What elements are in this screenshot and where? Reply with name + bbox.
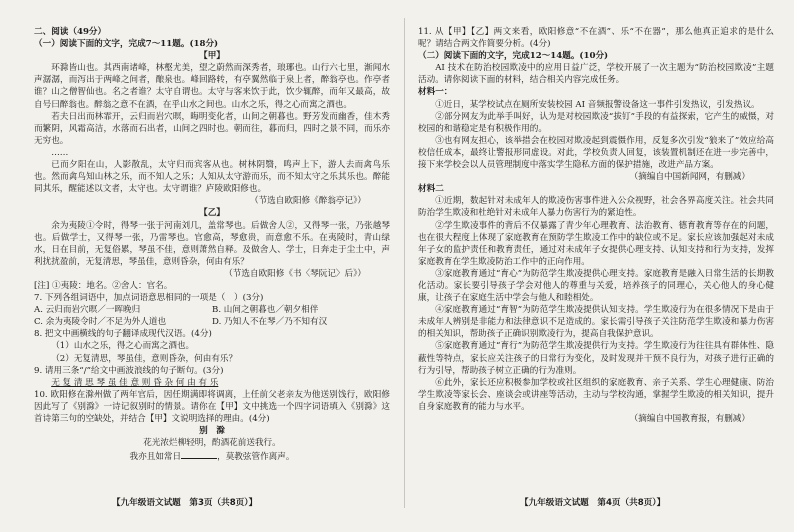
poem-line-2-start: 我亦且如常日 — [129, 452, 182, 463]
page-divider — [404, 18, 405, 508]
m2-paragraph-2: ②学生欺凌事件的背后不仅暴露了青少年心理教育、法治教育、德育教育等存在的问题，也在很大程度上体现了家庭教育在预防学生欺凌工作中的缺位或不足。家长应该加强起对未成年子女的监护责任和教育责任，通过对未成年子女提供心理支持、认知支持和行为支持，发挥家庭教育在学生欺凌防治工作中的正向作用。 — [418, 220, 774, 267]
section-title: 二、阅读（49分） — [34, 27, 107, 37]
m1-paragraph-1: ①近日，某学校试点在厕所安装校园 AI 音频报警设备这一事件引发热议，引发热议。 — [435, 99, 760, 110]
page-4-column — [418, 26, 774, 425]
m2-paragraph-3: ③家庭教育通过“育心”为防范学生欺凌提供心理支持。家庭教育是融入日常生活的长期教化活动。家长要引导孩子学会对他人的尊重与关爱，培养孩子的同理心，关心他人的身心健康，让孩子在家庭生活中学会与他人和睦相处。 — [418, 268, 774, 304]
jia-title: 【甲】 — [199, 51, 225, 62]
m1-source: （摘编自中国新闻网，有删减） — [629, 172, 750, 183]
m1-paragraph-2: ②部分网友为此举手叫好，认为是对校园欺凌“拔钉”手段的有益探索，它产生的威慑，对校园的和谐稳定是有积极作用的。 — [418, 111, 774, 134]
m2-paragraph-5: ⑤家庭教育通过“育行”为防范学生欺凌提供行为支持。学生欺凌行为往往具有群体性、隐蔽性等特点，家长应关注孩子的日常行为变化，及时发现并干预不良行为，对孩子进行正确的行为引导，帮助孩子树立正确的行为准则。 — [418, 341, 774, 376]
q8-item-1: （1）山水之乐，得之心而寓之酒也。 — [51, 341, 195, 352]
yi-paragraph: 余为夷陵①令时，得琴一张于河南刘几，盖常琴也。后做舍人②，又得琴一张，乃张越琴也。后做学士，又得琴一张，乃雷琴也。官愈高，琴愈贵，而意愈不乐。在夷陵时，青山绿水，日在目前，无复俗累，琴虽不佳，意则萧然自释。及做舍人、学士，日奔走于尘土中，声利扰扰盈前，无复清思，琴虽佳，意则昏杂，何由有乐？ — [34, 220, 390, 267]
material-2-title: 材料二 — [418, 184, 444, 195]
jia-paragraph-2: 若夫日出而林霏开，云归而岩穴暝，晦明变化者，山间之朝暮也。野芳发而幽香，佳木秀而繁阴，风霜高洁，水落而石出者，山间之四时也。朝而往，暮而归，四时之景不同，而乐亦无穷也。 — [34, 111, 390, 146]
jia-paragraph-3: 已而夕阳在山，人影散乱，太守归而宾客从也。树林阴翳，鸣声上下，游人去而禽鸟乐也。然而禽鸟知山林之乐，而不知人之乐；人知从太守游而乐，而不知太守之乐其乐也。醉能同其乐，醒能述以文者，太守也。太守谓谁？庐陵欧阳修也。 — [34, 160, 390, 195]
page-3-column — [34, 26, 390, 463]
poem-line-1: 花光浓烂柳轻明，酌酒花前送我行。 — [143, 438, 281, 449]
q7-option-c: C. 余为夷陵令时／不足为外人道也 — [34, 317, 167, 328]
question-10: 10. 欧阳修在滁州做了两年官后，因任期满即将调离，上任前父老亲友为他送别饯行，欧阳修因此写了《别滁》一诗记叙别时的情景。请你在【甲】文中挑选一个四字词语填入《别滁》这首诗第三句的空缺处，并结合【甲】文说明选择的理由。(4分) — [34, 389, 390, 424]
notes: [注] ①夷陵：地名。②舍人：官名。 — [34, 280, 173, 291]
q7-options-row-2 — [34, 316, 390, 328]
m2-paragraph-4: ④家庭教育通过“育智”为防范学生欺凌提供认知支持。学生欺凌行为在很多情况下是由于未成年人辨别是非能力和法律意识不足造成的。家长需引导孩子关注防范学生欺凌和暴力伤害的相关知识，帮助孩子正确识别欺凌行为，提高自我保护意识。 — [418, 305, 774, 340]
poem-line-2 — [34, 449, 390, 463]
m2-paragraph-6: ⑥此外，家长还应积极参加学校或社区组织的家庭教育、亲子关系、学生心理健康、防治学生欺凌等家长会、座谈会或讲座等活动，主动与学校沟通，掌握学生欺凌的相关知识，提升自身家庭教育的能力与水平。 — [418, 377, 774, 412]
poem-blank[interactable] — [181, 449, 217, 459]
q7-option-a: A. 云归而岩穴暝／一晖晚归 — [34, 305, 141, 316]
part1-title: （一）阅读下面的文字，完成7～11题。(18分) — [34, 39, 219, 50]
poem-line-2-end: ，莫教弦管作离声。 — [217, 452, 295, 463]
jia-source: （节选自欧阳修《醉翁亭记》） — [249, 196, 366, 207]
material-1-title: 材料一： — [418, 87, 453, 98]
m2-paragraph-1: ①近期，数起针对未成年人的欺凌伤害事件进入公众视野，社会各界高度关注。社会共同防治学生欺凌和杜绝针对未成年人暴力伤害行为的紧迫性。 — [418, 196, 774, 219]
question-7: 7. 下列各组词语中，加点词语意思相同的一项是（ ）(3分) — [34, 293, 264, 304]
yi-source: （节选自欧阳修《书〈琴阮记〉后》） — [224, 268, 366, 279]
q8-item-2: （2）无复清思，琴虽佳，意则昏杂，何由有乐？ — [51, 353, 238, 364]
part2-intro: AI 技术在防治校园欺凌中的应用日益广泛，学校开展了一次主题为“防治校园欺凌”主题活动。请你阅读下面的材料，结合相关内容完成任务。 — [418, 63, 774, 86]
page-3-footer: 【九年级语文试题 第3页（共8页）】 — [112, 498, 258, 508]
question-8: 8. 把文中画横线的句子翻译成现代汉语。(4分) — [34, 329, 212, 340]
q7-option-b: B. 山间之朝暮也／朝夕相伴 — [212, 305, 319, 316]
jia-paragraph-1: 环滁皆山也。其西南诸峰，林壑尤美，望之蔚然而深秀者，琅琊也。山行六七里，渐闻水声潺潺，而泻出于两峰之间者，酿泉也。峰回路转，有亭翼然临于泉上者，醉翁亭也。作亭者谁？山之僧智仙也。名之者谁？太守自谓也。太守与客来饮于此，饮少辄醉，而年又最高，故自号曰醉翁也。醉翁之意不在酒，在乎山水之间也。山水之乐，得之心而寓之酒也。 — [34, 63, 390, 110]
q7-options-row-1 — [34, 304, 390, 316]
q9-sentence: 无 复 清 思 琴 虽 佳 意 则 昏 杂 何 由 有 乐 — [51, 377, 219, 388]
yi-title: 【乙】 — [199, 208, 225, 219]
poem-title: 别 滁 — [199, 426, 225, 437]
q7-option-d: D. 乃知人不在琴／乃不知有汉 — [212, 317, 328, 328]
question-11: 11. 从【甲】【乙】两文来看，欧阳修意“不在酒”、乐“不在器”，那么他真正追求的是什么呢？请结合两文作简要分析。(4分) — [418, 27, 774, 50]
page-4-footer: 【九年级语文试题 第4页（共8页）】 — [520, 498, 666, 508]
m2-source: （摘编自中国教育报，有删减） — [629, 414, 750, 424]
m1-paragraph-3: ③也有网友担心，该举措会在校园对欺凌起到震慑作用，反复多次引发“狼来了”效应给高校信任成本，最终让警报形同虚设。对此，学校负责人回复，该装置机制还在进一步完善中，接下来学校会以人员管理制度中落实学生隐私方面的保护措施，改进产品方案。 — [418, 135, 774, 171]
jia-ellipsis: …… — [51, 147, 69, 158]
part2-title: （二）阅读下面的文字，完成12～14题。(10分) — [418, 51, 609, 62]
question-9: 9. 请用三条“/”给文中画波浪线的句子断句。(3分) — [34, 365, 224, 376]
